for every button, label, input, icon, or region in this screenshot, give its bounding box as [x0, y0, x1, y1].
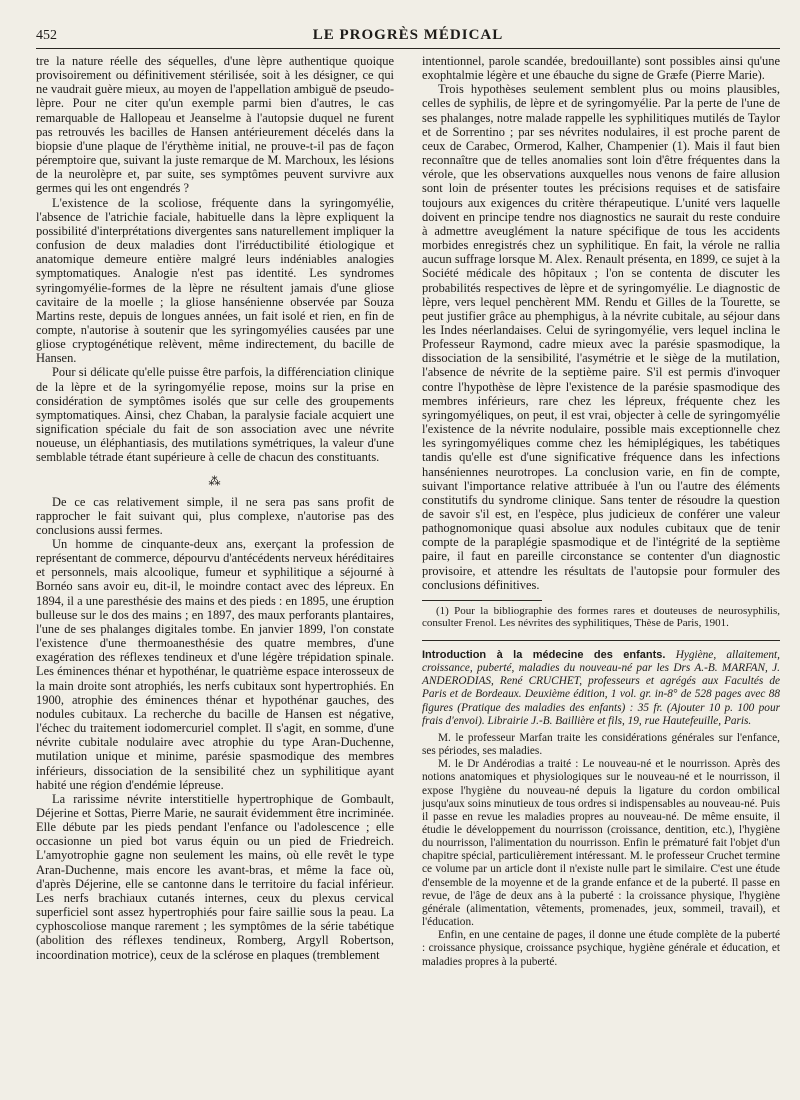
footnote: (1) Pour la bibliographie des formes rares et douteuses de neurosyphilis, consulter Frenol. Les névrites des syphilitiques, Thèse de Paris, 1901. — [422, 604, 780, 630]
book-review — [422, 649, 780, 969]
asterism-divider: ⁂ — [208, 473, 222, 488]
review-paragraph: M. le Dr Andérodias a traité : Le nouveau-né et le nourrisson. Après des notions anatomiques et physiologiques sur le nouveau-né et le nourrisson, il expose l'hygiène du nouveau-né depuis la ligature du cordon ombilical jusqu'aux soins minutieux de tous ordres si indispensables au nouveau-né. Puis il passe en revue les maladies propres au nouveau-né. De même ensuite, il étudie le développement du nourrisson (croissance, dentition, etc.), l'hygiène du nourrisson, l'alimentation du nourrisson. Enfin le prématuré fait l'objet d'un chapitre spécial, particulièrement intéressant. M. le professeur Cruchet termine ce volume par un article dont il n'existe nulle part le similaire. C'est une étude d'ensemble de la moyenne et de la grande enfance et de la puberté. Il passe en revue, de l'âge de deux ans à la puberté : la croissance physique, l'hygiène générale (alimentation, vêtements, promenades, jeux, sommeil, travail), et l'éducation. — [422, 758, 780, 929]
footnote-rule — [422, 600, 542, 601]
review-citation: Hygiène, allaitement, croissance, puberté, maladies du nouveau-né par les Drs A.-B. MARFAN, J. ANDERODIAS, René CRUCHET, professeurs et agrégés aux Facultés de Paris et de Bordeaux. Deuxième édition, 1 vol. gr. in-8° de 528 pages avec 88 figures (Pratique des maladies des enfants) : 35 fr. (Ajouter 10 p. 100 pour frais d'envoi). Librairie J.-B. Baillière et fils, 19, rue Hautefeuille, Paris. — [422, 648, 780, 727]
body-paragraph: De ce cas relativement simple, il ne sera pas sans profit de rapprocher le fait suivant qui, plus complexe, n'autorise pas des conclusions aussi fermes. — [36, 494, 394, 537]
two-column-body — [36, 54, 780, 1086]
body-paragraph: L'existence de la scoliose, fréquente dans la syringomyélie, l'absence de l'atrichie faciale, habituelle dans la lèpre expliquent la possibilité d'interprétations divergentes sans naturellement impliquer la confusion de deux maladies dont l'irréductibilité étiologique et anatomique demeure entière malgré leurs indéniables analogies symptomatiques. Analogie n'est pas identité. Les syndromes syringomyélie-formes de la lèpre ne résultent jamais d'une gliose cavitaire de la moelle ; la gliose hansénienne observée par Souza Martins reste, depuis de longues années, un fait isolé et rien, en fin de compte, n'autorise à soutenir que les syringomyélies causées par une gliose cryptogénétique relèvent, même indirectement, du bacille de Hansen. — [36, 195, 394, 366]
journal-page — [36, 26, 780, 1086]
review-paragraph: Enfin, en une centaine de pages, il donne une étude complète de la puberté : croissance physique, croissance psychique, hygiène générale et éducation, et maladies propres à la puberté. — [422, 929, 780, 968]
body-paragraph: La rarissime névrite interstitielle hypertrophique de Gombault, Déjerine et Sottas, Pierre Marie, ne saurait évidemment être incriminée. Elle débute par les pieds pendant l'enfance ou l'adolescence ; elle occasionne un pied bot varus équin ou un pied de Friedreich. L'amyotrophie gagne non seulement les mains, où elle revêt le type Aran-Duchenne, mais encore les avant-bras, et même la face où, d'après Déjerine, elle se cantonne dans le territoire du facial inférieur. Les nerfs brachiaux cutanés internes, ceux du plexus cervical superficiel sont assez hypertrophiés pour faire saillie sous la peau. La cyphoscoliose manque rarement ; les symptômes de la série tabétique (abolition des réflexes tendineux, Romberg, Argyll Robertson, incoordination motrice), ceux de la sclérose en plaques (tremblement — [36, 791, 394, 962]
right-column — [422, 54, 780, 969]
page-header — [36, 26, 780, 49]
review-title: Introduction à la médecine des enfants. — [422, 648, 666, 661]
body-paragraph: Un homme de cinquante-deux ans, exerçant la profession de représentant de commerce, dépourvu d'antécédents nerveux héréditaires et personnels, mais alcoolique, fumeur et syphilitique a séjourné à Bornéo sans avoir eu, dit-il, le moindre contact avec des lépreux. En 1894, il a une paresthésie des mains et des pieds : en 1895, une éruption bulleuse sur le dos des mains ; en 1897, des maux perforants plantaires, l'une de ses phalanges digitales tombe. En janvier 1899, l'on constate l'existence d'une thermoanesthésie des quatre membres, d'une exagération des réflexes tendineux et d'une légère trépidation spinale. Les éminences thénar et hypothénar, le quatrième espace interosseux de la main droite sont atrophiés, les nerfs cubitaux sont hypertrophiés. En 1900, atrophie des éminences thénar et hypothénar gauches, des nodules cubitaux. La recherche du bacille de Hansen est négative, l'échec du traitement iodomercuriel complet. Il s'agit, en somme, d'une névrite cubitale nodulaire avec atrophie du type Aran-Duchenne, mutilation unique et minime, parésie spasmodique des membres inférieurs, dissociation de la sensibilité chez un syphilitique ayant habité une région d'endémie lépreuse. — [36, 537, 394, 792]
review-paragraph: M. le professeur Marfan traite les considérations générales sur l'enfance, ses périodes, ses maladies. — [422, 731, 780, 758]
page-number: 452 — [36, 28, 57, 43]
body-paragraph: Pour si délicate qu'elle puisse être parfois, la différenciation clinique de la lèpre et de la syringomyélie repose, moins sur la prise en considération de symptômes isolés que sur celle des groupements symptomatiques. Ainsi, chez Chaban, la paralysie faciale acquiert une signification spéciale du fait de son association avec une névrite noueuse, un éléphantiasis, des mutilations symétriques, la valeur d'une semblable tétrade étant supérieure à celle de chacun des constituants. — [36, 365, 394, 465]
left-column — [36, 54, 394, 962]
section-divider — [422, 640, 780, 641]
body-paragraph: Trois hypothèses seulement semblent plus ou moins plausibles, celles de syphilis, de lèpre et de syringomyélie. Par la perte de l'une de ses phalanges, notre malade rappelle les syphilitiques mutilés de Taylor et de Sorrentino ; par ses névrites nodulaires, il est proche parent de ceux de Carabec, Ormerod, Kalher, Champenier (1). Mais il faut bien reconnaître que de telles anomalies sont loin d'être fréquentes dans la vérole, que les observations auxquelles nous venons de faire allusion sont loin de présenter toutes les précisions requises et de satisfaire toujours aux exigences du critère thérapeutique. L'unité vers laquelle doivent en principe tendre nos diagnostics ne saurait du reste conduire à admettre aveuglément la nature spécifique de tous les accidents morbides enregistrés chez un syphilitique. En fait, la vérole ne rallia aucun suffrage lorsque M. Alex. Renault présenta, en 1899, ce sujet à la Société médicale des hôpitaux ; l'on se contenta de discuter les probabilités respectives de lèpre et de syringomyélie. Le diagnostic de lèpre, vers lequel penchèrent MM. Rendu et Gilles de la Tourette, se peut justifier grâce au phemphigus, à la névrite cubitale, au séjour dans les Indes néerlandaises. Celui de syringomyélie, vers lequel inclina le Professeur Raymond, cadre mieux avec la parésie spasmodique, la dissociation de la sensibilité, l'asymétrie et le siège de la mutilation, l'absence de névrite de la septième paire. S'il est permis d'invoquer contre l'hypothèse de lèpre l'existence de la parésie spasmodique des membres inférieurs, rare chez les lépreux, fréquente chez les syringomyéliques, on peut, il est vrai, objecter à celle de syringomyélie l'existence de la névrite nodulaire, possible mais exceptionnelle chez les syringomyéliques comme chez les hémiplégiques, les tabétiques tandis qu'elle est d'une significative fréquence dans les infections hanséniennes neurotropes. La conclusion varie, en fin de compte, suivant l'importance relative attribuée à l'un ou l'autre des éléments constitutifs du syndrome clinique. Sans tenter de résoudre la question de savoir s'il est, en l'espèce, plus judicieux de conférer une valeur pathognomonique quasi absolue aux nodules cubitaux que de tenir compte de la paraplégie spasmodique et de l'intégrité de la septième paire, il faut en pareille circonstance se contenter d'un diagnostic provisoire, et attendre les résultats de l'autopsie pour formuler des conclusions définitives. — [422, 82, 780, 592]
body-paragraph: intentionnel, parole scandée, bredouillante) sont possibles ainsi qu'une exophtalmie légère et une ébauche du signe de Græfe (Pierre Marie). — [422, 54, 780, 83]
running-title: LE PROGRÈS MÉDICAL — [312, 27, 504, 43]
body-paragraph: tre la nature réelle des séquelles, d'une lèpre authentique quoique provisoirement ou définitivement stérilisée, soit à les désigner, ce qui ne vaudrait guère mieux, au moyen de l'appellation ambiguë de pseudo-lèpre. Pour ne citer qu'un exemple parmi bien d'autres, le cas remarquable de Hallopeau et Jeanselme à l'autopsie duquel ne furent pas retrouvés les bacilles de Hansen antérieurement décelés dans la biopsie d'une plaque de l'érythème initial, ne prouve-t-il pas de façon péremptoire que, suivant la juste remarque de M. Marchoux, les lésions de la neurolèpre et, par suite, ses symptômes peuvent survivre aux germes qui les ont engendrés ? — [36, 54, 394, 196]
review-reference — [422, 649, 780, 728]
